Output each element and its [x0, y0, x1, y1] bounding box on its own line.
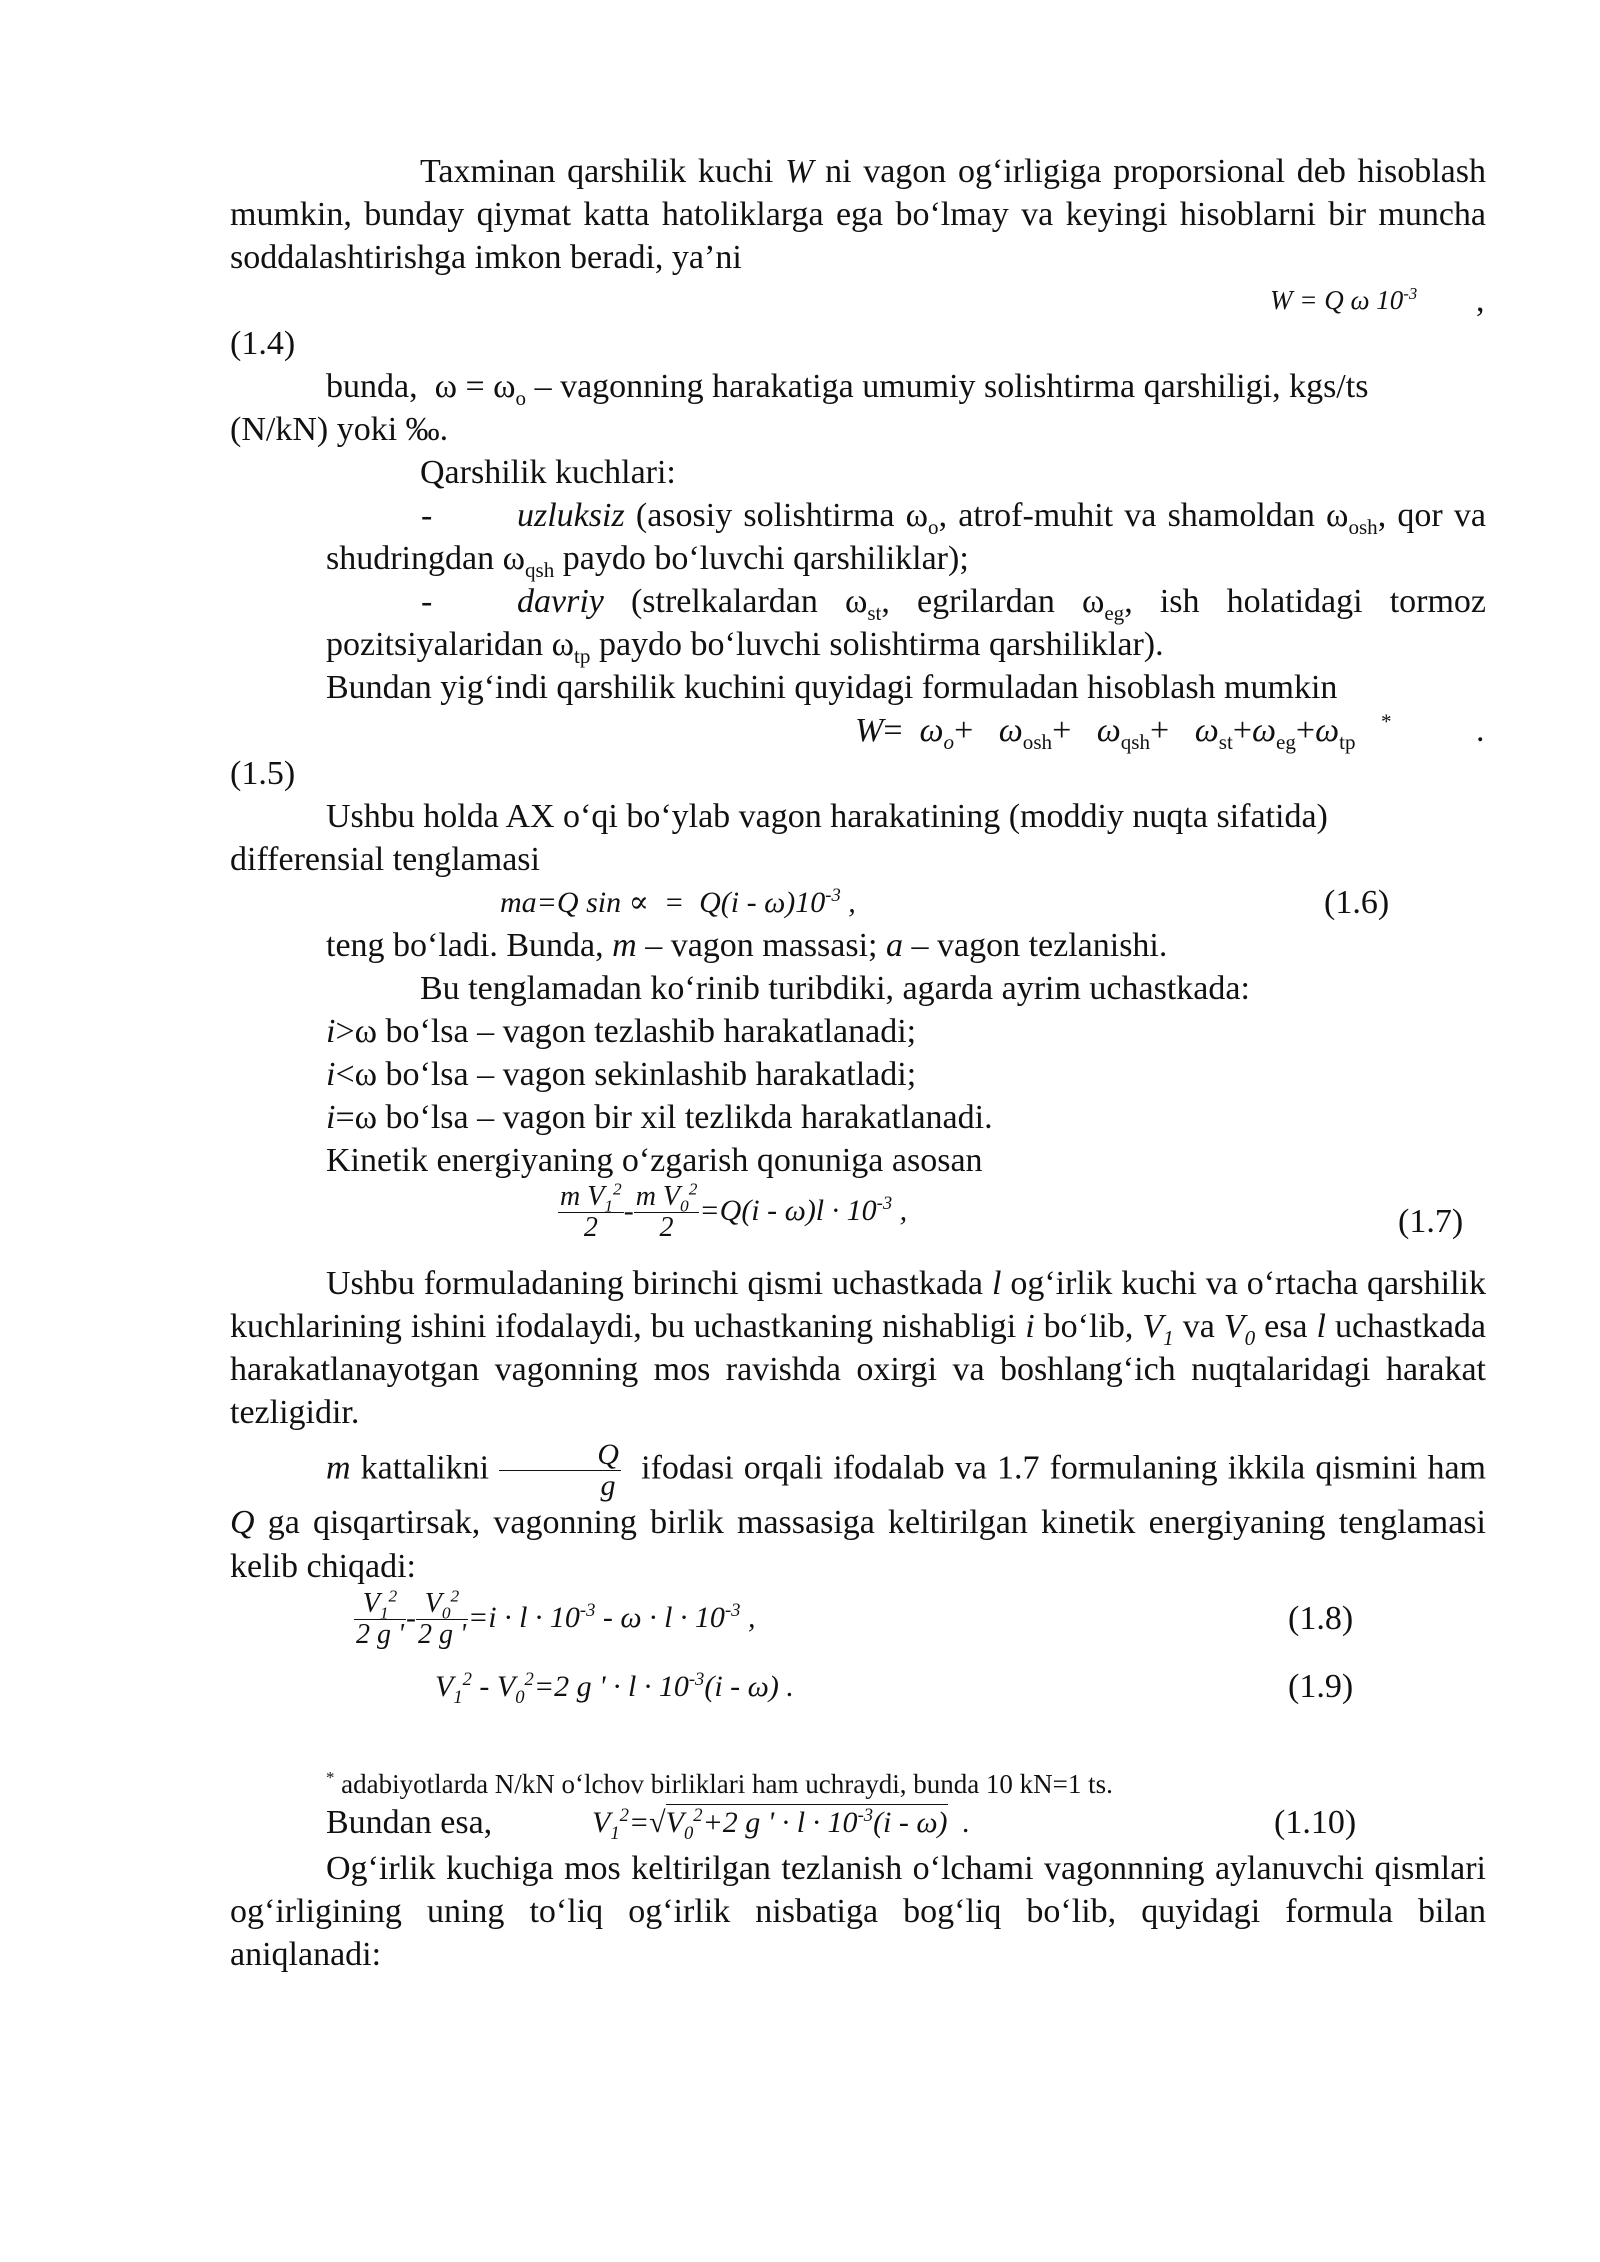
paragraph-bu-tenglamadan: Bu tenglamadan ko‘rinib turibdiki, agarda ayrim uchastkada: [420, 970, 1250, 1007]
equation-1-8: $\frac{V_1^2}{2 g '}$ - $\frac{V_0^2}{2 g '}$ $=i \cdot l \cdot 10^{-3} - \omega \cdot l \cdot 10^{-3}$ , (1.8) [356, 1586, 1354, 1650]
condition-uniform: i=ω bo‘lsa – vagon bir xil tezlikda harakatlanadi. [326, 1099, 993, 1136]
eq15-dot: . [1476, 712, 1485, 749]
footnote-text: adabiyotlarda N/kN o‘lchov birliklari ham uchraydi, bunda 10 kN=1 ts. [341, 1769, 1113, 1799]
equation-1-9: $V_1^2 - V_0^2=2$ g ' · $l \cdot 10^{-3}(i - \omega)$ . (1.9) [230, 1659, 1486, 1723]
paragraph-ushbu-formula: Ushbu formuladaning birinchi qismi uchastkada l og‘irlik kuchi va o‘rtacha qarshilik kuchlarining ishini ifodalaydi, bu uchastkaning nishabligi i bo‘lib, $V_1$ va $V_0$ esa l uchastkada harakatlanayotgan vagonning mos ravishda oxirgi va boshlang‘ich nuqtalaridagi harakat tezligidir. [230, 1265, 1487, 1431]
footnote-star: * [1381, 709, 1392, 734]
equation-tag-1-8: (1.8) [1288, 1600, 1354, 1637]
paragraph-bunda-cont: (N/kN) yoki ‰. [230, 411, 449, 448]
paragraph-bundan-esa: Bundan esa, [326, 1804, 493, 1841]
eq16-exp: -3 [825, 885, 841, 906]
condition-decelerate: i<ω bo‘lsa – vagon sekinlashib harakatladi; [326, 1056, 917, 1093]
paragraph-m-kattalik: m kattalikni $\frac{Q}{g}$ ifodasi orqali ifodalab va 1.7 formulaning ikkila qismini ham Q ga qisqartirsak, vagonning birlik massasiga keltirilgan kinetik energiyaning tenglamasi kelib chiqadi: [230, 1438, 1486, 1585]
paragraph-bundan: Bundan yig‘indi qarshilik kuchini quyidagi formuladan hisoblash mumkin [326, 669, 1338, 706]
equation-1-5: $W= \omega_o+ \omega_{osh}+ \omega_{qsh}+ \omega_{st}+\omega_{eg}+\omega_{tp}$ * . [855, 709, 1485, 754]
equation-tag-1-7: (1.7) [1398, 1203, 1464, 1240]
equation-1-10: Bundan esa, $V_1^2=√V_0^2+2$ g ' · $l \cdot 10^{-3}(i - \omega)$ . (1.10) [230, 1801, 1486, 1847]
equation-tag-1-9: (1.9) [1288, 1668, 1354, 1705]
paragraph-teng-boladi: teng bo‘ladi. Bunda, m – vagon massasi; a – vagon tezlanishi. [326, 927, 1168, 964]
bullet-dash: - [421, 497, 433, 534]
eq14-comma: , [1476, 282, 1485, 319]
equation-1-7: $\frac{m V_1^2}{2}$ - $\frac{m V_0^2}{2}$ $=Q(i - \omega)l \cdot 10^{-3}$ , (1.7) [560, 1179, 1464, 1243]
equation-tag-1-10: (1.10) [1274, 1804, 1357, 1841]
paragraph-ushbu-holda: Ushbu holda AX o‘qi bo‘ylab vagon harakatining (moddiy nuqta sifatida) [326, 798, 1328, 835]
equation-tag-1-5: (1.5) [230, 755, 296, 792]
equation-1-4: W = Q ω $10^{-3}$ , [230, 279, 1486, 322]
eq14-exp: -3 [1403, 284, 1418, 303]
paragraph-intro: Taxminan qarshilik kuchi W ni vagon og‘irligiga proporsional deb hisoblash mumkin, bunday qiymat katta hatoliklarga ega bo‘lmay va keyingi hisoblarni bir muncha soddalashtirishga imkon beradi, ya’ni [230, 153, 1486, 276]
bullet-uzluksiz: - uzluksiz (asosiy solishtirma $\omega_o$, atrof-muhit va shamoldan $\omega_{osh}$, qor va shudringdan $\omega_{qsh}$ paydo bo‘luvchi qarshiliklar); [230, 494, 1486, 580]
bullet-dash: - [421, 583, 433, 620]
paragraph-ogirlik: Og‘irlik kuchiga mos keltirilgan tezlanish o‘lchami vagonnning aylanuvchi qismlari og‘irligining uning to‘liq og‘irlik nisbatiga bog‘liq bo‘lib, quyidagi formula bilan aniqlanadi: [230, 1850, 1486, 1973]
paragraph-kinetik: Kinetik energiyaning o‘zgarish qonuniga asosan [326, 1142, 983, 1179]
equation-1-6: ma=Q sin ∝ = $Q(i - \omega)10^{-3}$ , (1.6) [230, 881, 1486, 924]
equation-tag-1-4: (1.4) [230, 325, 296, 362]
equation-tag-1-6: (1.6) [1324, 884, 1390, 921]
condition-accelerate: i>ω bo‘lsa – vagon tezlashib harakatlanadi; [326, 1013, 917, 1050]
paragraph-ushbu-holda-cont: differensial tenglamasi [230, 841, 540, 878]
footnote: * adabiyotlarda N/kN o‘lchov birliklari ham uchraydi, bunda 10 kN=1 ts. [326, 1768, 1113, 1799]
paragraph-bunda: bunda, $\omega = \omega_o$ – vagonning harakatiga umumiy solishtirma qarshiligi, kgs/ts [326, 368, 1369, 410]
document-page [230, 150, 1486, 1976]
paragraph-qarshilik-kuchlari: Qarshilik kuchlari: [420, 454, 676, 491]
bullet-davriy: - davriy (strelkalardan $\omega_{st}$, egrilardan $\omega_{eg}$, ish holatidagi tormoz pozitsiyalaridan $\omega_{tp}$ paydo bo‘luvchi solishtirma qarshiliklar). [230, 580, 1486, 666]
